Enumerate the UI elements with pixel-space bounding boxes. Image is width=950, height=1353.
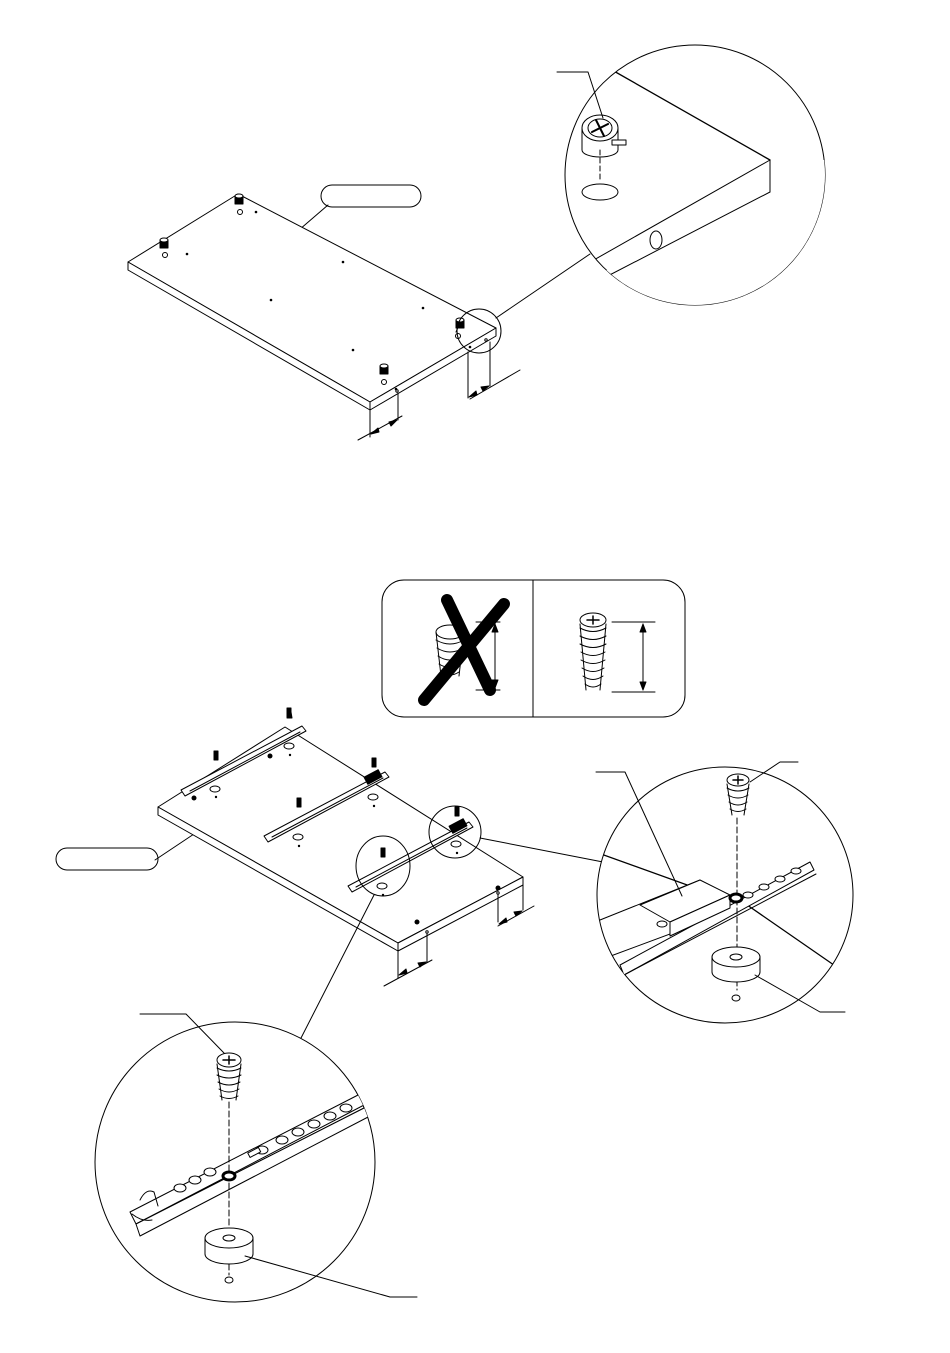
screw-comparison-box <box>382 580 685 717</box>
top-board <box>128 194 496 410</box>
top-dimension-marker-2 <box>468 342 520 399</box>
panel-edge-hole <box>650 231 662 249</box>
left-detail-magnifier <box>95 1014 417 1302</box>
top-callout-connector <box>496 254 590 318</box>
bottom-callout-connector-right <box>480 838 603 862</box>
top-detail-magnifier <box>540 45 900 315</box>
spacer-washer <box>205 1228 253 1264</box>
spacer-washer <box>712 947 760 982</box>
cam-lock-hole <box>582 184 618 200</box>
bottom-figure <box>56 708 870 1302</box>
bottom-board <box>158 727 523 951</box>
bottom-panel-label-pill <box>56 848 158 870</box>
right-detail-magnifier <box>590 762 870 1023</box>
top-panel-label-pill <box>321 185 421 207</box>
top-figure <box>128 45 900 440</box>
